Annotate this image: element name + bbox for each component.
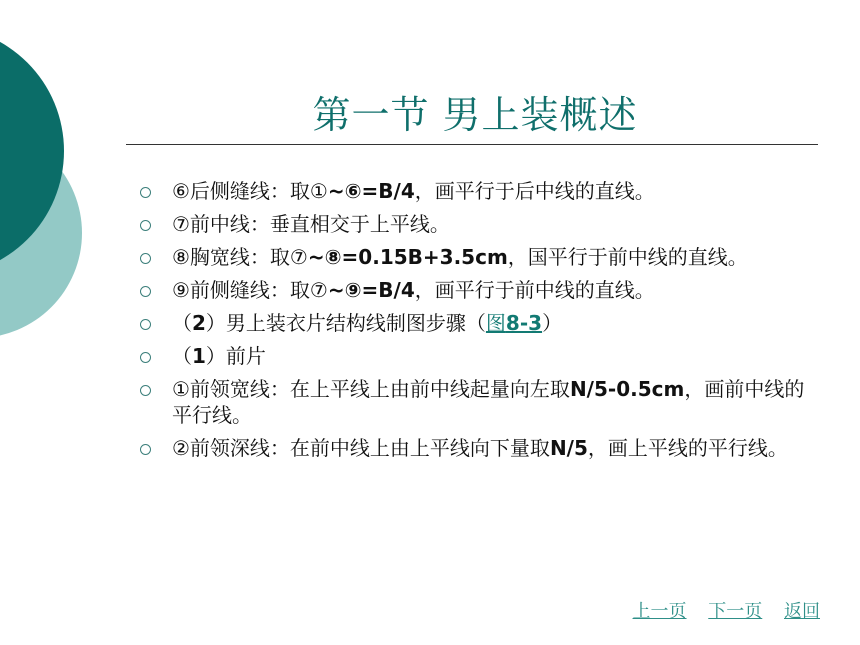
figure-link-number: 8-3 xyxy=(505,311,543,335)
bullet-text: ⑥后侧缝线：取① xyxy=(172,179,328,203)
bullet-text: ②前领深线：在前中线上由上平线向下量取 xyxy=(172,436,550,460)
next-page-link[interactable]: 下一页 xyxy=(708,601,763,622)
bullet-circle-icon xyxy=(140,444,151,455)
bullet-text: ，画前中线的平行线。 xyxy=(172,377,805,427)
bullet-list xyxy=(136,178,816,468)
bullet-formula: ~⑥=B/4 xyxy=(327,179,415,203)
bullet-number: 1 xyxy=(192,344,206,368)
bullet-text: ⑦前中线：垂直相交于上平线。 xyxy=(172,212,450,236)
back-link[interactable]: 返回 xyxy=(784,601,820,622)
figure-link-label: 图 xyxy=(485,311,506,335)
bullet-text: （ xyxy=(172,311,192,335)
bullet-number: 2 xyxy=(192,311,206,335)
bullet-text: ，画平行于前中线的直线。 xyxy=(414,278,655,302)
bullet-formula: ~⑧=0.15B+3.5cm xyxy=(307,245,508,269)
slide-title: 第一节 男上装概述 xyxy=(312,93,638,137)
bullet-item xyxy=(136,310,816,336)
bullet-item xyxy=(136,277,816,303)
bullet-text: ） xyxy=(542,311,563,335)
prev-page-link[interactable]: 上一页 xyxy=(632,601,687,622)
bullet-circle-icon xyxy=(140,253,151,264)
slide-navigation xyxy=(617,597,820,623)
bullet-text: （ xyxy=(172,344,192,368)
bullet-item xyxy=(136,178,816,204)
bullet-text: ⑧胸宽线：取⑦ xyxy=(172,245,308,269)
bullet-text: ①前领宽线：在上平线上由前中线起量向左取 xyxy=(172,377,570,401)
bullet-text: ）前片 xyxy=(205,344,266,368)
bullet-text: ，国平行于前中线的直线。 xyxy=(507,245,748,269)
bullet-item xyxy=(136,435,816,461)
bullet-formula: ~⑨=B/4 xyxy=(327,278,415,302)
bullet-text: ）男上装衣片结构线制图步骤（ xyxy=(205,311,486,335)
bullet-circle-icon xyxy=(140,352,151,363)
title-divider xyxy=(126,144,818,145)
bullet-item xyxy=(136,244,816,270)
bullet-formula: N/5-0.5cm xyxy=(569,377,685,401)
bullet-item xyxy=(136,211,816,237)
bullet-item xyxy=(136,343,816,369)
bullet-text: ，画平行于后中线的直线。 xyxy=(414,179,655,203)
bullet-text: ⑨前侧缝线：取⑦ xyxy=(172,278,328,302)
bullet-circle-icon xyxy=(140,220,151,231)
bullet-circle-icon xyxy=(140,286,151,297)
bullet-circle-icon xyxy=(140,319,151,330)
bullet-text: ，画上平线的平行线。 xyxy=(587,436,788,460)
bullet-formula: N/5 xyxy=(549,436,588,460)
bullet-item xyxy=(136,376,816,428)
bullet-circle-icon xyxy=(140,385,151,396)
figure-link[interactable] xyxy=(486,311,542,335)
bullet-circle-icon xyxy=(140,187,151,198)
